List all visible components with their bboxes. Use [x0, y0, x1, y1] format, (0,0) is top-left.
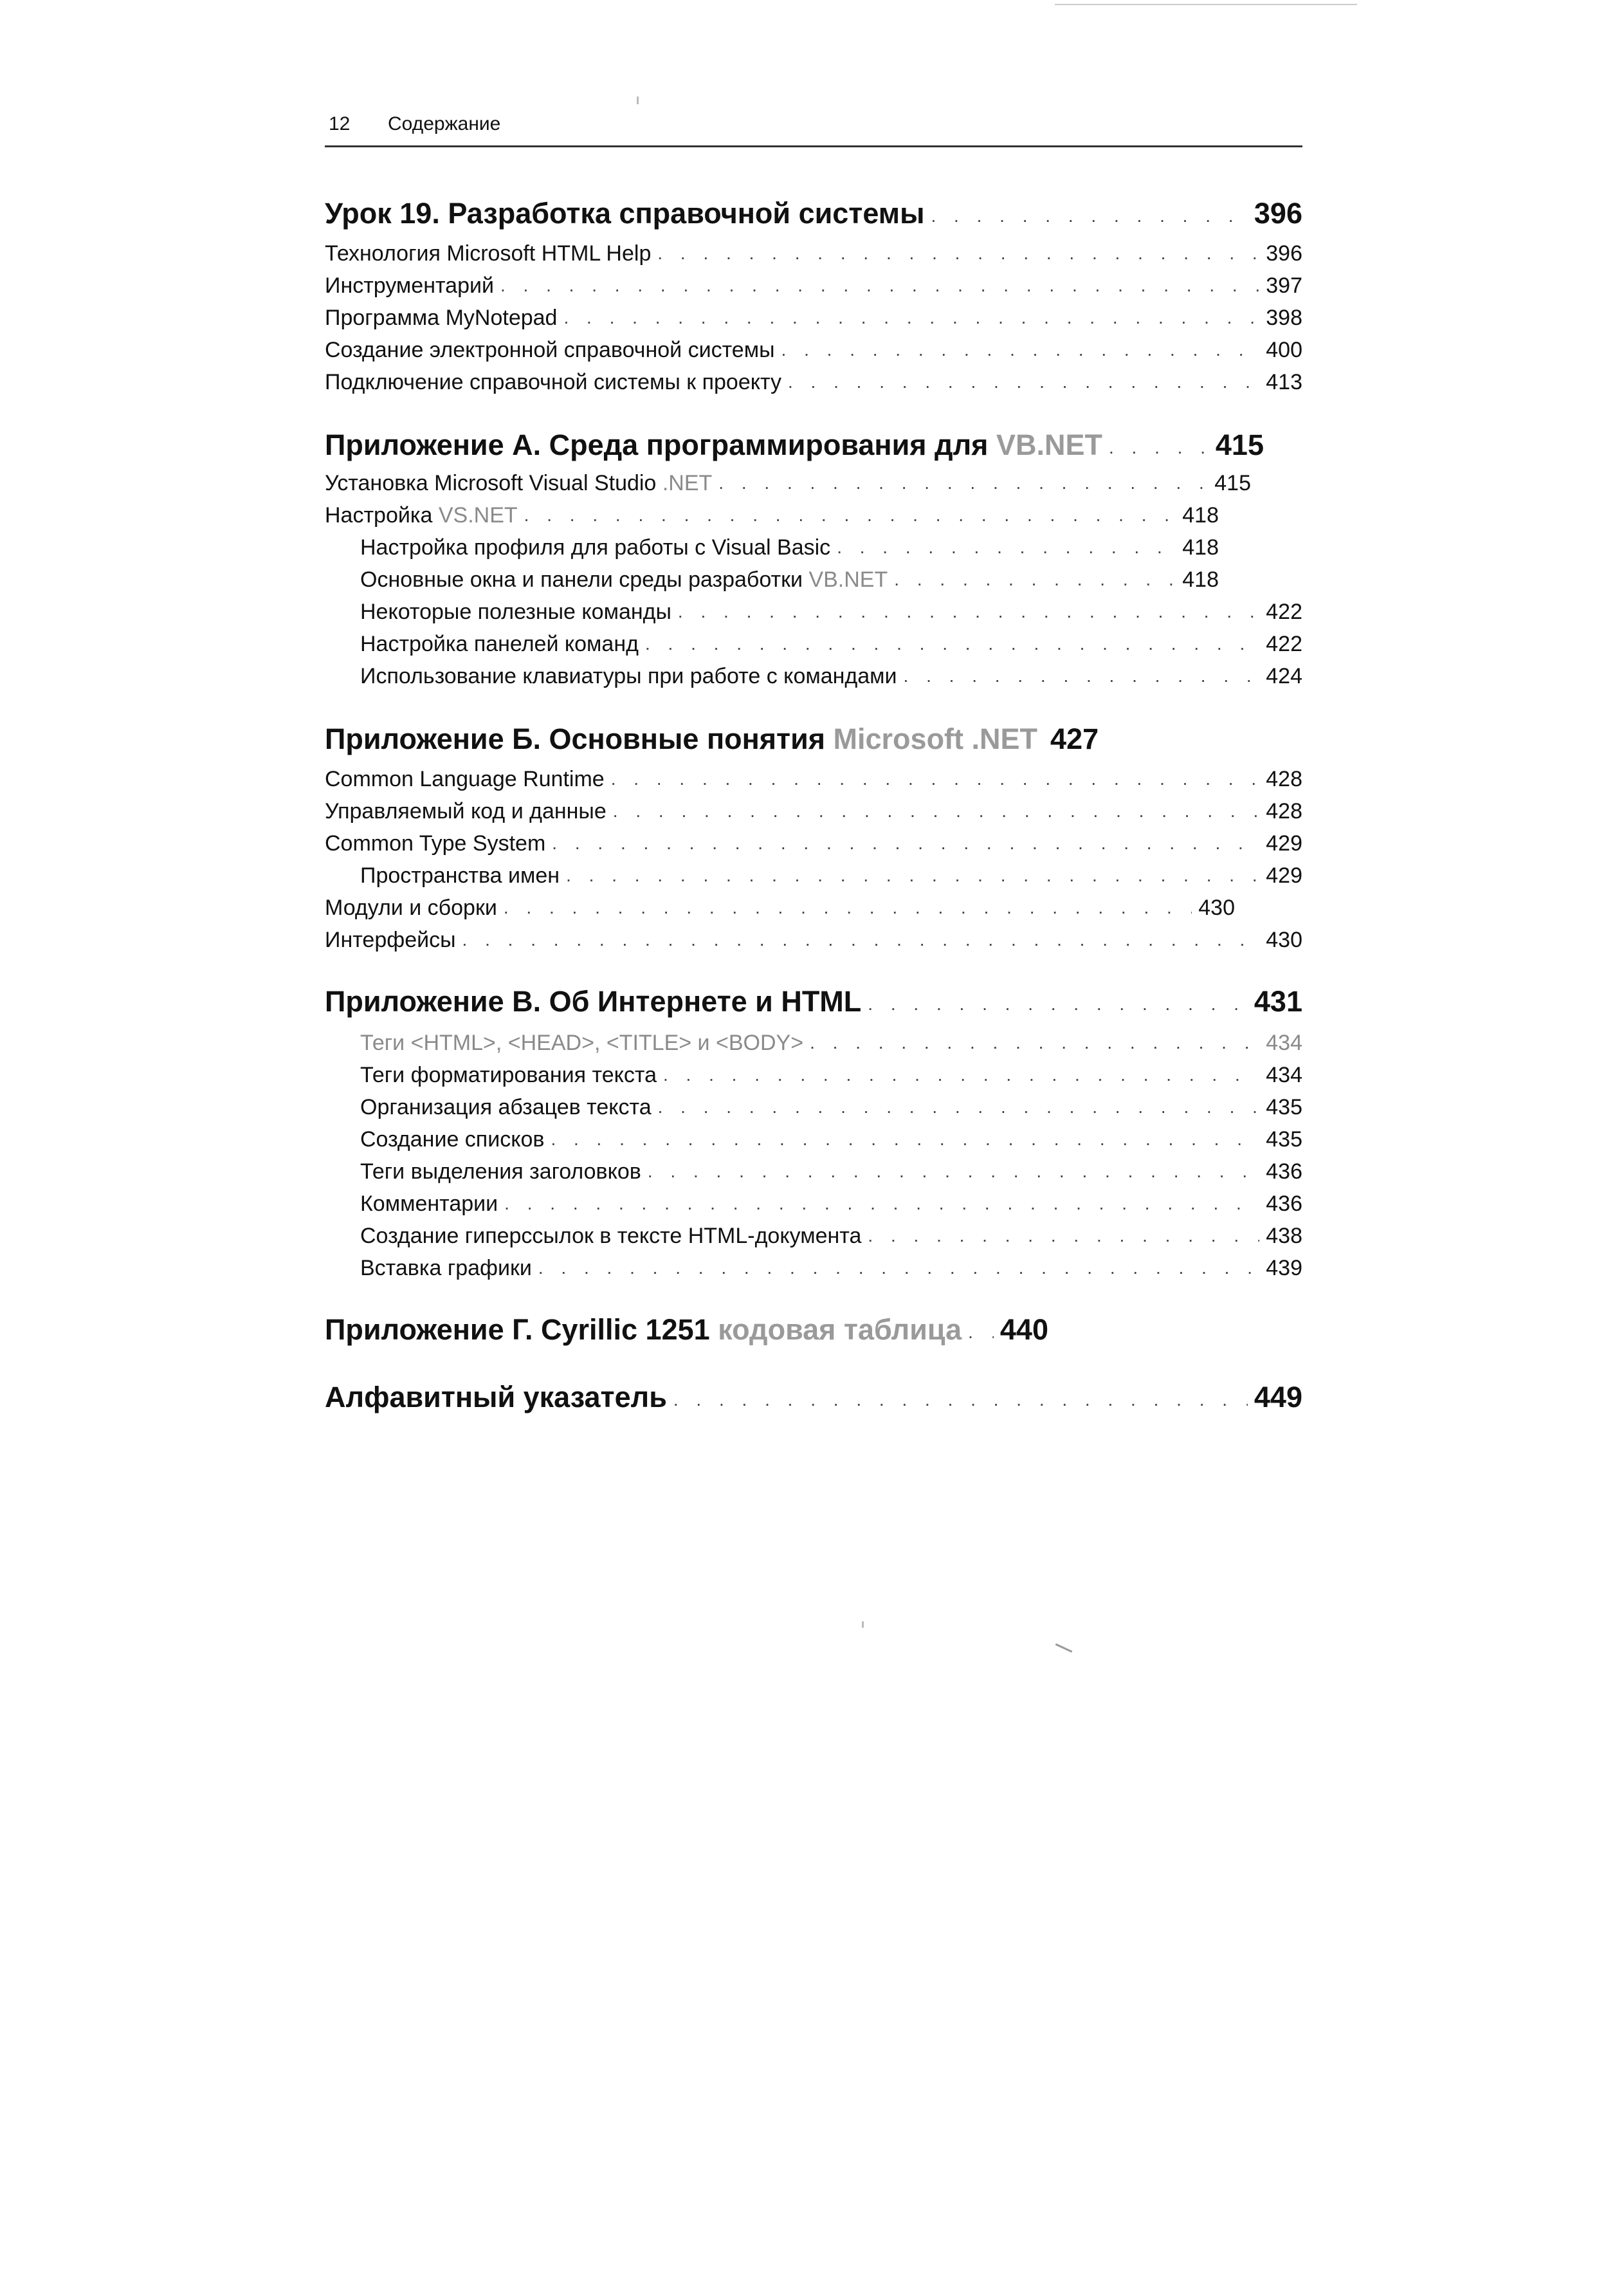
toc-entry-page: 436 [1266, 1159, 1302, 1184]
toc-entry-title: Common Type System [325, 831, 546, 856]
leader-dots [538, 1253, 1259, 1282]
leader-dots [968, 1311, 994, 1350]
toc-entry-page: 440 [999, 1313, 1048, 1346]
toc-entry-suffix: кодовая таблица [718, 1313, 962, 1346]
toc-section [325, 766, 1302, 793]
toc-entry-title: Подключение справочной системы к проекту [325, 370, 781, 394]
toc-entry-suffix: Microsoft .NET [833, 722, 1038, 755]
toc-entry-page: 415 [1215, 428, 1264, 461]
toc-entry-page: 396 [1266, 241, 1302, 266]
running-title: Содержание [388, 113, 501, 134]
leader-dots [563, 303, 1259, 331]
toc-subsection [360, 630, 1302, 658]
toc-entry-title: Создание электронной справочной системы [325, 338, 775, 362]
toc-entry-title: Алфавитный указатель [325, 1381, 667, 1413]
toc-subsection [360, 566, 1219, 593]
page-number: 12 [329, 113, 351, 134]
toc-chapter [325, 1380, 1302, 1415]
toc-entry-title: Теги выделения заголовков [360, 1159, 641, 1184]
scan-edge-line [1055, 4, 1357, 5]
toc-entry-title: Настройка профиля для работы с Visual Basic [360, 535, 831, 560]
toc-section [325, 272, 1302, 299]
toc-entry-title: Теги <HTML>, <HEAD>, <TITLE> и <BODY> [360, 1031, 804, 1055]
toc-subsection [360, 1062, 1302, 1089]
leader-dots [868, 1221, 1259, 1249]
toc-entry-page: 398 [1266, 306, 1302, 330]
scan-speck [637, 97, 639, 104]
toc-entry-title: Урок 19. Разработка справочной системы [325, 197, 925, 230]
leader-dots [552, 829, 1259, 857]
toc-chapter [325, 428, 1264, 463]
toc-entry-title: Основные окна и панели среды разработки [360, 567, 803, 592]
toc-entry-suffix: VS.NET [438, 503, 518, 528]
leader-dots [904, 661, 1260, 690]
toc-entry-title: Приложение Б. Основные понятия [325, 722, 826, 755]
leader-dots [504, 893, 1192, 921]
leader-dots [718, 468, 1208, 497]
leader-dots [894, 565, 1176, 593]
leader-dots [657, 239, 1259, 267]
toc-entry-title: Настройка [325, 503, 433, 528]
toc-subsection [360, 1190, 1302, 1217]
toc-entry-page: 434 [1266, 1031, 1302, 1055]
toc-entry-title: Установка Microsoft Visual Studio [325, 471, 657, 495]
toc-chapter [325, 196, 1302, 231]
toc-entry-page: 430 [1266, 928, 1302, 952]
toc-entry-page: 428 [1266, 799, 1302, 824]
toc-entry-page: 418 [1182, 503, 1219, 528]
toc-entry-title: Программа MyNotepad [325, 306, 558, 330]
leader-dots [678, 597, 1259, 625]
toc-entry-title: Создание списков [360, 1127, 545, 1152]
toc-entry-title: Управляемый код и данные [325, 799, 607, 824]
toc-entry-suffix: VB.NET [996, 428, 1102, 461]
toc-entry-page: 418 [1182, 567, 1219, 592]
toc-chapter [325, 984, 1302, 1019]
leader-dots [658, 1092, 1260, 1121]
toc-entry-page: 422 [1266, 632, 1302, 656]
leader-dots [566, 861, 1259, 889]
toc-section [325, 240, 1302, 267]
toc-section [325, 830, 1302, 857]
leader-dots [648, 1157, 1259, 1185]
toc-subsection [360, 1158, 1302, 1185]
toc-entry-title: Приложение А. Среда программирования для [325, 428, 989, 461]
toc-entry-page: 428 [1266, 767, 1302, 791]
toc-entry-page: 439 [1266, 1256, 1302, 1280]
toc-entry-title: Интерфейсы [325, 928, 456, 952]
toc-entry-page: 435 [1266, 1127, 1302, 1152]
leader-dots [462, 925, 1260, 953]
leader-dots [868, 983, 1248, 1022]
toc-subsection [360, 663, 1302, 690]
leader-dots [673, 1379, 1248, 1417]
toc-entry-page: 422 [1266, 600, 1302, 624]
toc-entry-title: Вставка графики [360, 1256, 532, 1280]
toc-section [325, 336, 1302, 363]
leader-dots [837, 533, 1176, 561]
leader-dots [810, 1028, 1259, 1056]
leader-dots [551, 1125, 1259, 1153]
toc-entry-title: Создание гиперссылок в тексте HTML-документа [360, 1224, 862, 1248]
toc-subsection [360, 1094, 1302, 1121]
toc-entry-title: Комментарии [360, 1192, 498, 1216]
toc-entry-page: 431 [1254, 985, 1302, 1018]
toc-section [325, 470, 1251, 497]
toc-entry-page: 429 [1266, 863, 1302, 888]
toc-entry-title: Common Language Runtime [325, 767, 605, 791]
toc-chapter [325, 1312, 1048, 1347]
leader-dots [931, 195, 1248, 234]
toc-entry-page: 438 [1266, 1224, 1302, 1248]
toc-entry-page: 413 [1266, 370, 1302, 394]
toc-section [325, 894, 1235, 921]
toc-entry-suffix: .NET [662, 471, 713, 495]
toc-section [325, 304, 1302, 331]
leader-dots [781, 335, 1260, 363]
leader-dots [613, 796, 1259, 825]
leader-dots [504, 1189, 1259, 1217]
scan-speck [862, 1621, 864, 1628]
toc-entry-title: Использование клавиатуры при работе с командами [360, 664, 897, 688]
toc-entry-title: Модули и сборки [325, 896, 497, 920]
toc-subsection [360, 534, 1219, 561]
leader-dots [663, 1060, 1259, 1089]
toc-entry-page: 427 [1050, 722, 1099, 755]
leader-dots [788, 367, 1259, 396]
toc-section [325, 926, 1302, 953]
toc-entry-title: Настройка панелей команд [360, 632, 639, 656]
leader-dots [611, 764, 1260, 793]
toc-entry-title: Инструментарий [325, 273, 494, 298]
toc-section [325, 798, 1302, 825]
toc-subsection [360, 1222, 1302, 1249]
toc-entry-title: Некоторые полезные команды [360, 600, 671, 624]
toc-entry-title: Пространства имен [360, 863, 560, 888]
toc-entry-page: 397 [1266, 273, 1302, 298]
leader-dots [1109, 427, 1209, 465]
toc-chapter [325, 722, 1097, 757]
toc-entry-page: 396 [1254, 197, 1302, 230]
toc-entry-page: 430 [1198, 896, 1235, 920]
leader-dots [500, 271, 1259, 299]
toc-entry-title: Технология Microsoft HTML Help [325, 241, 652, 266]
toc-subsection [360, 598, 1302, 625]
leader-dots [524, 501, 1176, 529]
toc-subsection [360, 1126, 1302, 1153]
toc-entry-page: 418 [1182, 535, 1219, 560]
toc-section [325, 502, 1219, 529]
toc-subsection [360, 862, 1302, 889]
toc-entry-page: 436 [1266, 1192, 1302, 1216]
toc-entry-page: 449 [1254, 1381, 1302, 1413]
toc-entry-title: Организация абзацев текста [360, 1095, 652, 1119]
toc-entry-page: 400 [1266, 338, 1302, 362]
toc-entry-suffix: VB.NET [808, 567, 888, 592]
toc-subsection [360, 1029, 1302, 1056]
toc-entry-page: 415 [1214, 471, 1251, 495]
toc-entry-page: 435 [1266, 1095, 1302, 1119]
toc-entry-page: 429 [1266, 831, 1302, 856]
toc-entry-title: Приложение Г. Cyrillic 1251 [325, 1313, 710, 1346]
toc-entry-page: 434 [1266, 1063, 1302, 1087]
toc-entry-title: Теги форматирования текста [360, 1063, 657, 1087]
toc-entry-title: Приложение В. Об Интернете и HTML [325, 985, 862, 1018]
toc-section [325, 369, 1302, 396]
toc-entry-page: 424 [1266, 664, 1302, 688]
leader-dots [645, 629, 1259, 658]
toc-subsection [360, 1255, 1302, 1282]
